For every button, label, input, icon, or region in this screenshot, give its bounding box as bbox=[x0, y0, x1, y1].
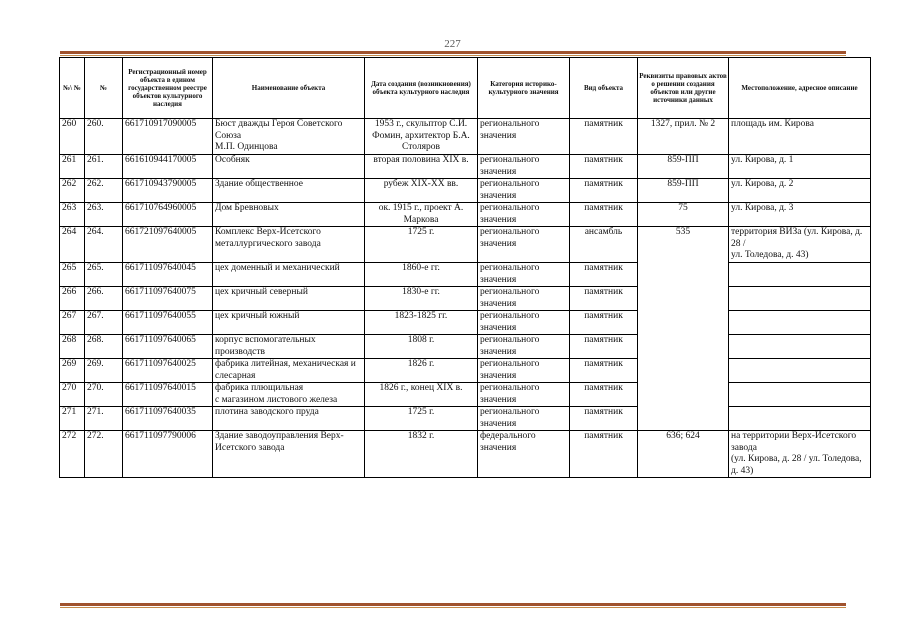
registration-number: 661711097640045 bbox=[123, 263, 213, 287]
location: на территории Верх-Исетского завода (ул. Кирова, д. 28 / ул. Толедова, д. 43) bbox=[729, 431, 871, 478]
location: территория ВИЗа (ул. Кирова, д. 28 / ул. Толедова, д. 43) bbox=[729, 227, 871, 263]
row-number: 271. bbox=[85, 407, 123, 431]
row-index: 267 bbox=[60, 311, 85, 335]
row-index: 263 bbox=[60, 203, 85, 227]
category: регионального значения bbox=[478, 287, 570, 311]
row-index: 261 bbox=[60, 155, 85, 179]
category: регионального значения bbox=[478, 179, 570, 203]
creation-date: 1725 г. bbox=[365, 227, 478, 263]
creation-date: 1826 г., конец XIX в. bbox=[365, 383, 478, 407]
legal-act: 636; 624 bbox=[638, 431, 729, 478]
object-kind: памятник bbox=[570, 311, 638, 335]
object-kind: памятник bbox=[570, 359, 638, 383]
row-number: 262. bbox=[85, 179, 123, 203]
object-kind: памятник bbox=[570, 155, 638, 179]
object-name: фабрика литейная, механическая и слесарная bbox=[213, 359, 365, 383]
legal-act: 859-ПП bbox=[638, 155, 729, 179]
row-number: 268. bbox=[85, 335, 123, 359]
category: регионального значения bbox=[478, 383, 570, 407]
registration-number: 661710917090005 bbox=[123, 119, 213, 155]
table-row bbox=[60, 155, 871, 179]
location bbox=[729, 263, 871, 287]
creation-date: 1830-е гг. bbox=[365, 287, 478, 311]
category: регионального значения bbox=[478, 119, 570, 155]
location: ул. Кирова, д. 1 bbox=[729, 155, 871, 179]
bottom-rule bbox=[60, 603, 846, 608]
object-name: фабрика плющильная с магазином листового железа bbox=[213, 383, 365, 407]
creation-date: 1823-1825 гг. bbox=[365, 311, 478, 335]
row-number: 261. bbox=[85, 155, 123, 179]
location: ул. Кирова, д. 3 bbox=[729, 203, 871, 227]
object-name: Здание заводоуправления Верх-Исетского завода bbox=[213, 431, 365, 478]
object-name: цех доменный и механический bbox=[213, 263, 365, 287]
category: регионального значения bbox=[478, 335, 570, 359]
row-number: 263. bbox=[85, 203, 123, 227]
top-rule bbox=[60, 51, 846, 56]
object-name: корпус вспомогательных производств bbox=[213, 335, 365, 359]
object-kind: памятник bbox=[570, 407, 638, 431]
registration-number: 661610944170005 bbox=[123, 155, 213, 179]
creation-date: вторая половина XIX в. bbox=[365, 155, 478, 179]
legal-act: 859-ПП bbox=[638, 179, 729, 203]
category: регионального значения bbox=[478, 263, 570, 287]
registration-number: 661711097640065 bbox=[123, 335, 213, 359]
registration-number: 661711097640015 bbox=[123, 383, 213, 407]
location bbox=[729, 311, 871, 335]
page-number: 227 bbox=[444, 38, 461, 50]
category: регионального значения bbox=[478, 359, 570, 383]
registration-number: 661710764960005 bbox=[123, 203, 213, 227]
table-header-row bbox=[60, 58, 871, 119]
registration-number: 661711097640055 bbox=[123, 311, 213, 335]
object-name: цех кричный южный bbox=[213, 311, 365, 335]
creation-date: 1832 г. bbox=[365, 431, 478, 478]
category: федерального значения bbox=[478, 431, 570, 478]
legal-act: 75 bbox=[638, 203, 729, 227]
creation-date: 1725 г. bbox=[365, 407, 478, 431]
location bbox=[729, 407, 871, 431]
row-number: 269. bbox=[85, 359, 123, 383]
category: регионального значения bbox=[478, 155, 570, 179]
row-index: 265 bbox=[60, 263, 85, 287]
location bbox=[729, 383, 871, 407]
object-name: плотина заводского пруда bbox=[213, 407, 365, 431]
object-name: цех кричный северный bbox=[213, 287, 365, 311]
creation-date: 1953 г., скульптор С.И. Фомин, архитектор Б.А. Столяров bbox=[365, 119, 478, 155]
registration-number: 661711097640075 bbox=[123, 287, 213, 311]
column-header: № bbox=[85, 58, 123, 119]
legal-act: 535 bbox=[638, 227, 729, 431]
table-row bbox=[60, 407, 871, 431]
creation-date: рубеж XIX-XX вв. bbox=[365, 179, 478, 203]
column-header: Категория историко-культурного значения bbox=[478, 58, 570, 119]
object-kind: памятник bbox=[570, 383, 638, 407]
table-row bbox=[60, 431, 871, 478]
heritage-registry-table bbox=[59, 57, 871, 478]
location bbox=[729, 287, 871, 311]
location: ул. Кирова, д. 2 bbox=[729, 179, 871, 203]
row-index: 270 bbox=[60, 383, 85, 407]
column-header: Реквизиты правовых актов о решении создания объектов или другие источники данных bbox=[638, 58, 729, 119]
table-row bbox=[60, 311, 871, 335]
object-kind: памятник bbox=[570, 263, 638, 287]
row-index: 268 bbox=[60, 335, 85, 359]
row-number: 264. bbox=[85, 227, 123, 263]
row-index: 269 bbox=[60, 359, 85, 383]
registration-number: 661711097640035 bbox=[123, 407, 213, 431]
column-header: Вид объекта bbox=[570, 58, 638, 119]
row-index: 272 bbox=[60, 431, 85, 478]
column-header: Дата создания (возникновения) объекта культурного наследия bbox=[365, 58, 478, 119]
object-kind: памятник bbox=[570, 119, 638, 155]
object-kind: ансамбль bbox=[570, 227, 638, 263]
legal-act: 1327, прил. № 2 bbox=[638, 119, 729, 155]
column-header: Местоположение, адресное описание bbox=[729, 58, 871, 119]
category: регионального значения bbox=[478, 227, 570, 263]
object-name: Бюст дважды Героя Советского Союза М.П. Одинцова bbox=[213, 119, 365, 155]
object-name: Комплекс Верх-Исетского металлургического завода bbox=[213, 227, 365, 263]
row-number: 265. bbox=[85, 263, 123, 287]
row-index: 260 bbox=[60, 119, 85, 155]
object-kind: памятник bbox=[570, 179, 638, 203]
row-index: 271 bbox=[60, 407, 85, 431]
table-row bbox=[60, 263, 871, 287]
location: площадь им. Кирова bbox=[729, 119, 871, 155]
category: регионального значения bbox=[478, 311, 570, 335]
column-header: Наименование объекта bbox=[213, 58, 365, 119]
object-name: Дом Бревновых bbox=[213, 203, 365, 227]
row-index: 264 bbox=[60, 227, 85, 263]
object-kind: памятник bbox=[570, 335, 638, 359]
location bbox=[729, 335, 871, 359]
column-header: Регистрационный номер объекта в едином государственном реестре объектов культурного наследия bbox=[123, 58, 213, 119]
object-name: Особняк bbox=[213, 155, 365, 179]
row-number: 266. bbox=[85, 287, 123, 311]
object-kind: памятник bbox=[570, 431, 638, 478]
registration-number: 661711097790006 bbox=[123, 431, 213, 478]
creation-date: 1860-е гг. bbox=[365, 263, 478, 287]
row-index: 266 bbox=[60, 287, 85, 311]
table-row bbox=[60, 335, 871, 359]
table-row bbox=[60, 179, 871, 203]
object-kind: памятник bbox=[570, 287, 638, 311]
creation-date: 1808 г. bbox=[365, 335, 478, 359]
location bbox=[729, 359, 871, 383]
registration-number: 661711097640025 bbox=[123, 359, 213, 383]
table-row bbox=[60, 227, 871, 263]
row-number: 270. bbox=[85, 383, 123, 407]
table-row bbox=[60, 287, 871, 311]
table-row bbox=[60, 119, 871, 155]
object-name: Здание общественное bbox=[213, 179, 365, 203]
column-header: №\ № bbox=[60, 58, 85, 119]
row-index: 262 bbox=[60, 179, 85, 203]
creation-date: ок. 1915 г., проект А. Маркова bbox=[365, 203, 478, 227]
creation-date: 1826 г. bbox=[365, 359, 478, 383]
row-number: 260. bbox=[85, 119, 123, 155]
category: регионального значения bbox=[478, 407, 570, 431]
table-row bbox=[60, 359, 871, 383]
table-row bbox=[60, 383, 871, 407]
registration-number: 661710943790005 bbox=[123, 179, 213, 203]
table-row bbox=[60, 203, 871, 227]
category: регионального значения bbox=[478, 203, 570, 227]
registration-number: 661721097640005 bbox=[123, 227, 213, 263]
row-number: 267. bbox=[85, 311, 123, 335]
row-number: 272. bbox=[85, 431, 123, 478]
object-kind: памятник bbox=[570, 203, 638, 227]
